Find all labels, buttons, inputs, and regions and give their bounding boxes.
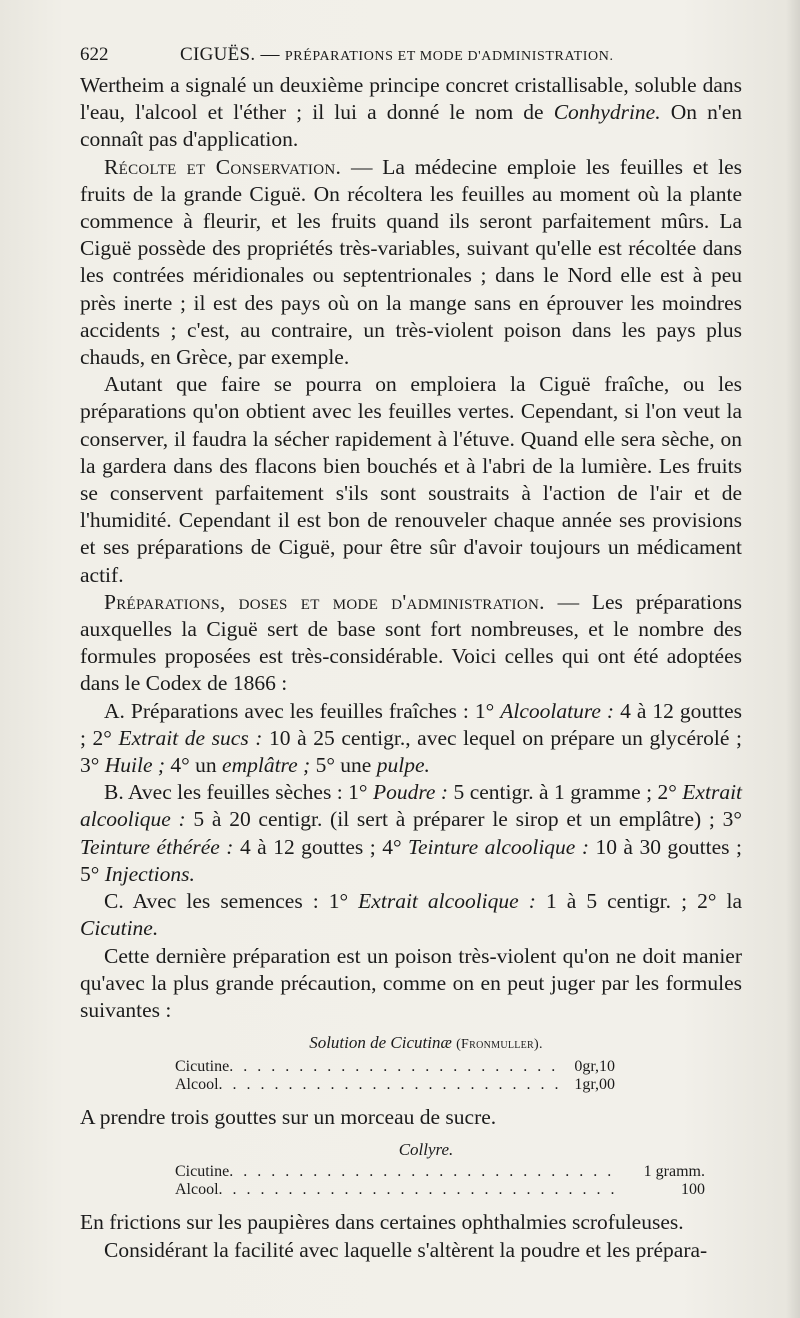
formula-row: Alcool . . . 100 [175, 1181, 705, 1199]
paragraph-list-a: A. Préparations avec les feuilles fraîches : 1° Alcoolature : 4 à 12 gouttes ; 2° Extrait de sucs : 10 à 25 centigr., avec lequel on prépare un glycérolé ; 3° Huile ; 4° un emplâtre ; 5° une pulpe. [80, 698, 742, 778]
paragraph-recolte: Récolte et Conservation. — La médecine emploie les feuilles et les fruits de la grande Ciguë. On récoltera les feuilles au moment où la plante commence à fleurir, et les fruits quand ils seront parfaitement mûrs. La Ciguë possède des propriétés très-variables, suivant qu'elle est récoltée dans les contrées méridionales ou septentrionales ; dans le Nord elle est à peu près inerte ; il est des pays où on la mange sans en éprouver les moindres accidents ; c'est, au contraire, un très-violent poison dans les pays plus chauds, en Grèce, par exemple. [80, 154, 742, 370]
running-title [180, 44, 614, 66]
paragraph-list-c: C. Avec les semences : 1° Extrait alcoolique : 1 à 5 centigr. ; 2° la Cicutine. [80, 889, 742, 941]
page-number: 622 [80, 44, 109, 65]
formula-row: Alcool . . . 1gr,00 [175, 1076, 615, 1094]
paragraph-dosage-note: A prendre trois gouttes sur un morceau de sucre. [80, 1105, 497, 1130]
formula-row: Cicutine . . . 0gr,10 [175, 1058, 615, 1076]
paragraph-list-b: B. Avec les feuilles sèches : 1° Poudre : 5 centigr. à 1 gramme ; 2° Extrait alcoolique : 5 à 20 centigr. (il sert à préparer le sirop et un emplâtre) ; 3° Teinture éthérée : 4 à 12 gouttes ; 4° Teinture alcoolique : 10 à 30 gouttes ; 5° Injections. [80, 780, 743, 886]
running-title-main: CIGUËS. — [180, 44, 280, 65]
paragraph-frictions: En frictions sur les paupières dans certaines ophthalmies scrofuleuses. [80, 1210, 684, 1235]
page-content [80, 44, 742, 1264]
formula-title-collyre: Collyre. [398, 1140, 454, 1160]
section-heading-recolte: Récolte et Conservation. [104, 154, 342, 179]
paragraph-considerant: Considérant la facilité avec laquelle s'altèrent la poudre et les prépara- [104, 1237, 708, 1262]
term-conhydrine: Conhydrine. [553, 100, 661, 125]
paragraph-preparations: Préparations, doses et mode d'administration. — Les préparations auxquelles la Ciguë sert de base sont fort nombreuses, et le nombre des formules proposées est très-considérable. Voici celles qui ont été adoptées dans le Codex de 1866 : [80, 589, 742, 696]
paragraph-warning: Cette dernière préparation est un poison très-violent qu'on ne doit manier qu'avec la plus grande précaution, comme on en peut juger par les formules suivantes : [80, 943, 742, 1022]
running-title-sub: PRÉPARATIONS ET MODE D'ADMINISTRATION. [284, 49, 614, 64]
section-heading-preparations: Préparations, doses et mode d'administration. [104, 589, 545, 614]
page-edge-shadow [786, 0, 800, 1318]
paragraph-wertheim: Wertheim a signalé un deuxième principe concret cristallisable, soluble dans l'eau, l'alcool et l'éther ; il lui a donné le nom de Conhydrine. On n'en connaît pas d'application. [80, 73, 742, 152]
running-header [80, 44, 742, 68]
formula-row: Cicutine . . . 1 gramm. [175, 1163, 705, 1181]
formula-title-solution: Solution de Cicutinæ (Fronmuller). [309, 1033, 543, 1053]
paragraph-conservation: Autant que faire se pourra on emploiera la Ciguë fraîche, ou les préparations qu'on obtient avec les feuilles vertes. Cependant, si l'on veut la conserver, il faudra la sécher rapidement à l'étuve. Quand elle sera sèche, on la gardera dans des flacons bien bouchés et à l'abri de la lumière. Les fruits se conservent parfaitement s'ils sont soustraits à l'action de l'air et de l'humidité. Cependant il est bon de renouveler chaque année ses provisions et ses préparations de Ciguë, pour être sûr d'avoir toujours un médicament actif. [80, 372, 742, 587]
